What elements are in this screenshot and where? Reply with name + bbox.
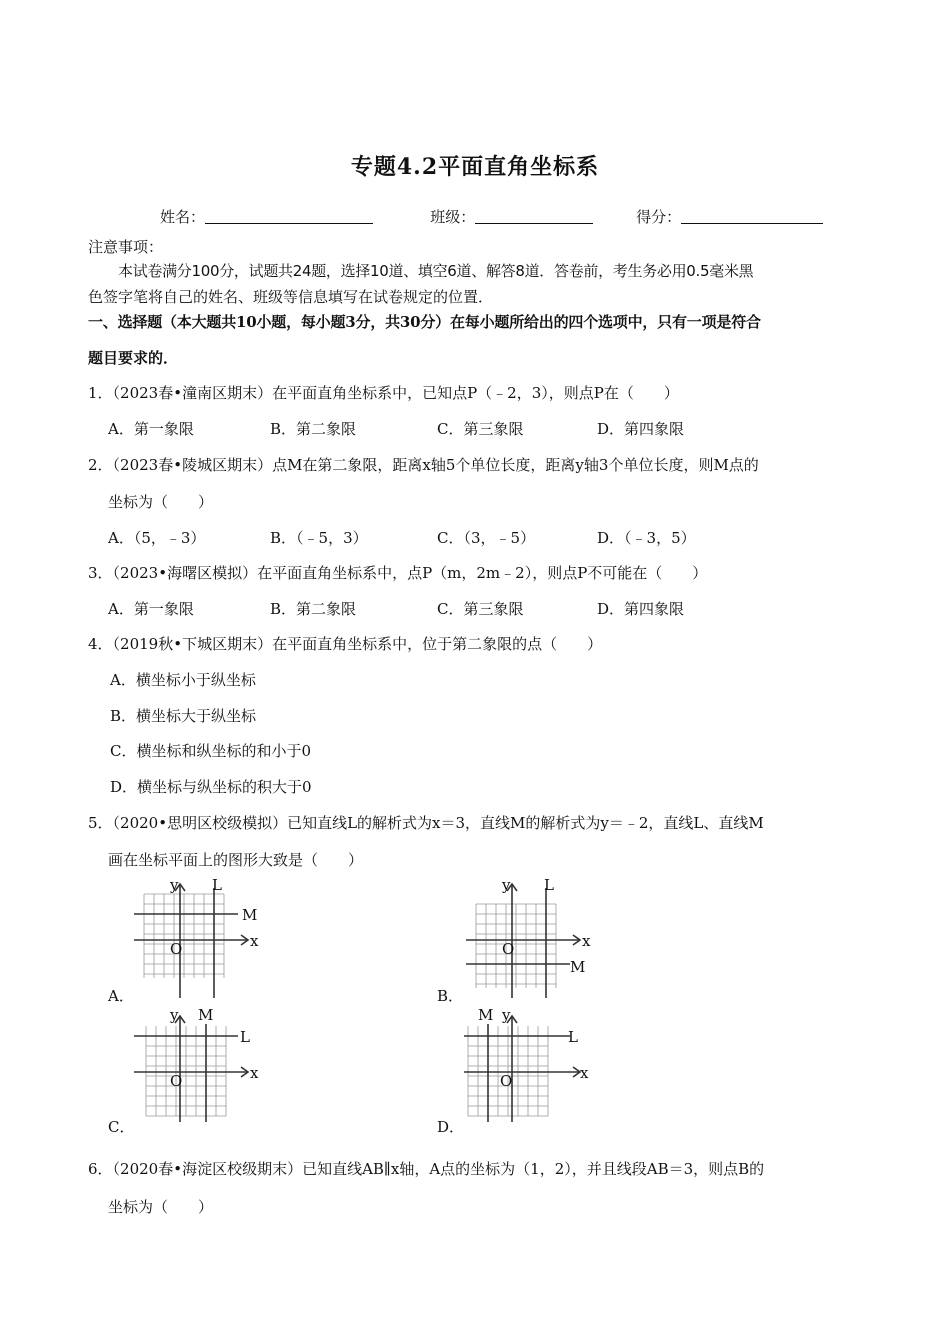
y-axis-label: y	[502, 876, 511, 894]
notes-heading: 注意事项：	[88, 238, 164, 256]
line-l-label: L	[240, 1028, 250, 1046]
option-d[interactable]: D．（﹣3，5）	[597, 529, 696, 547]
question-stem-line-1: （2020春•海淀区校级期末）已知直线AB∥x轴，A点的坐标为（1，2），并且线段AB＝3，则点B的	[112, 1160, 765, 1178]
option-b[interactable]: B．	[437, 987, 464, 1005]
question-number: 5．	[88, 814, 113, 832]
line-m-label: M	[478, 1006, 494, 1024]
question-3-options	[0, 598, 950, 618]
question-number: 6．	[88, 1160, 113, 1178]
option-a[interactable]: A．（5，﹣3）	[108, 529, 206, 547]
class-label: 班级：	[430, 208, 476, 226]
name-blank[interactable]	[205, 209, 373, 224]
question-6	[88, 1158, 764, 1179]
option-b[interactable]: B．横坐标大于纵坐标	[110, 707, 257, 725]
option-c[interactable]: C．（3，﹣5）	[437, 529, 536, 547]
question-4	[88, 633, 602, 654]
question-number: 1．	[88, 384, 113, 402]
student-info-line	[160, 206, 823, 227]
question-number: 2．	[88, 456, 113, 474]
x-axis-label: x	[582, 932, 591, 950]
option-d[interactable]: D．横坐标与纵坐标的积大于0	[110, 778, 312, 796]
graph-option-b	[462, 878, 602, 1000]
section-heading-line-2: 题目要求的．	[88, 349, 179, 367]
notes-line-1: 本试卷满分100分，试题共24题，选择10道、填空6道、解答8道．答卷前，考生务必用0.5毫米黑	[118, 262, 754, 280]
question-3	[88, 562, 707, 583]
origin-label: O	[500, 1072, 513, 1090]
option-d[interactable]: D．	[437, 1118, 465, 1136]
question-5-stem-line-2: 画在坐标平面上的图形大致是（ ）	[108, 851, 364, 869]
line-m-label: M	[570, 958, 586, 976]
question-5	[88, 812, 764, 833]
line-m-label: M	[198, 1006, 214, 1024]
y-axis-label: y	[170, 1006, 179, 1024]
option-b[interactable]: B．第二象限	[270, 420, 357, 438]
page-title: 专题4.2平面直角坐标系	[350, 154, 600, 180]
option-a[interactable]: A．横坐标小于纵坐标	[110, 671, 256, 689]
question-2	[88, 454, 759, 475]
option-b[interactable]: B．（﹣5，3）	[270, 529, 368, 547]
class-blank[interactable]	[475, 209, 593, 224]
option-a[interactable]: A．第一象限	[108, 420, 194, 438]
option-a[interactable]: A．第一象限	[108, 600, 194, 618]
line-l-label: L	[212, 876, 222, 894]
x-axis-label: x	[250, 932, 259, 950]
line-m-label: M	[242, 906, 258, 924]
option-c[interactable]: C．第三象限	[437, 420, 524, 438]
x-axis-label: x	[580, 1064, 589, 1082]
option-c[interactable]: C．横坐标和纵坐标的和小于0	[110, 742, 312, 760]
x-axis-label: x	[250, 1064, 259, 1082]
option-b[interactable]: B．第二象限	[270, 600, 357, 618]
question-stem-line-1: （2023春•陵城区期末）点M在第二象限，距离x轴5个单位长度，距离y轴3个单位长度，则M点的	[112, 456, 759, 474]
question-2-options	[0, 527, 950, 547]
graph-option-a	[130, 878, 270, 1000]
graph-option-d	[462, 1006, 602, 1122]
question-1-options	[0, 418, 950, 438]
question-6-stem-line-2: 坐标为（ ）	[108, 1198, 214, 1216]
name-label: 姓名：	[160, 208, 206, 226]
question-1	[88, 382, 679, 403]
origin-label: O	[170, 1072, 183, 1090]
option-a[interactable]: A．	[108, 987, 134, 1005]
notes-line-2: 色签字笔将自己的姓名、班级等信息填写在试卷规定的位置．	[88, 288, 494, 306]
y-axis-label: y	[170, 876, 179, 894]
origin-label: O	[502, 940, 515, 958]
question-number: 4．	[88, 635, 113, 653]
question-stem: （2023春•潼南区期末）在平面直角坐标系中，已知点P（﹣2，3），则点P在（ ）	[112, 384, 679, 402]
question-stem: （2023•海曙区模拟）在平面直角坐标系中，点P（m，2m﹣2），则点P不可能在（ ）	[112, 564, 708, 582]
question-2-stem-line-2: 坐标为（ ）	[108, 493, 214, 511]
graph-option-c	[130, 1006, 270, 1122]
score-blank[interactable]	[681, 209, 823, 224]
line-l-label: L	[568, 1028, 578, 1046]
y-axis-label: y	[502, 1006, 511, 1024]
question-stem: （2019秋•下城区期末）在平面直角坐标系中，位于第二象限的点（ ）	[112, 635, 603, 653]
score-label: 得分：	[636, 208, 682, 226]
option-c[interactable]: C．第三象限	[437, 600, 524, 618]
coordinate-grid-c	[130, 1010, 270, 1122]
line-l-label: L	[544, 876, 554, 894]
section-heading-line-1: 一、选择题（本大题共10小题，每小题3分，共30分）在每小题所给出的四个选项中，只有一项是符合	[88, 313, 761, 331]
origin-label: O	[170, 940, 183, 958]
option-d[interactable]: D．第四象限	[597, 420, 685, 438]
coordinate-grid-b	[462, 878, 602, 1000]
question-stem-line-1: （2020•思明区校级模拟）已知直线L的解析式为x＝3，直线M的解析式为y＝﹣2，直线L、直线M	[112, 814, 764, 832]
coordinate-grid-a	[130, 878, 270, 1000]
option-d[interactable]: D．第四象限	[597, 600, 685, 618]
option-c[interactable]: C．	[108, 1118, 135, 1136]
question-number: 3．	[88, 564, 113, 582]
